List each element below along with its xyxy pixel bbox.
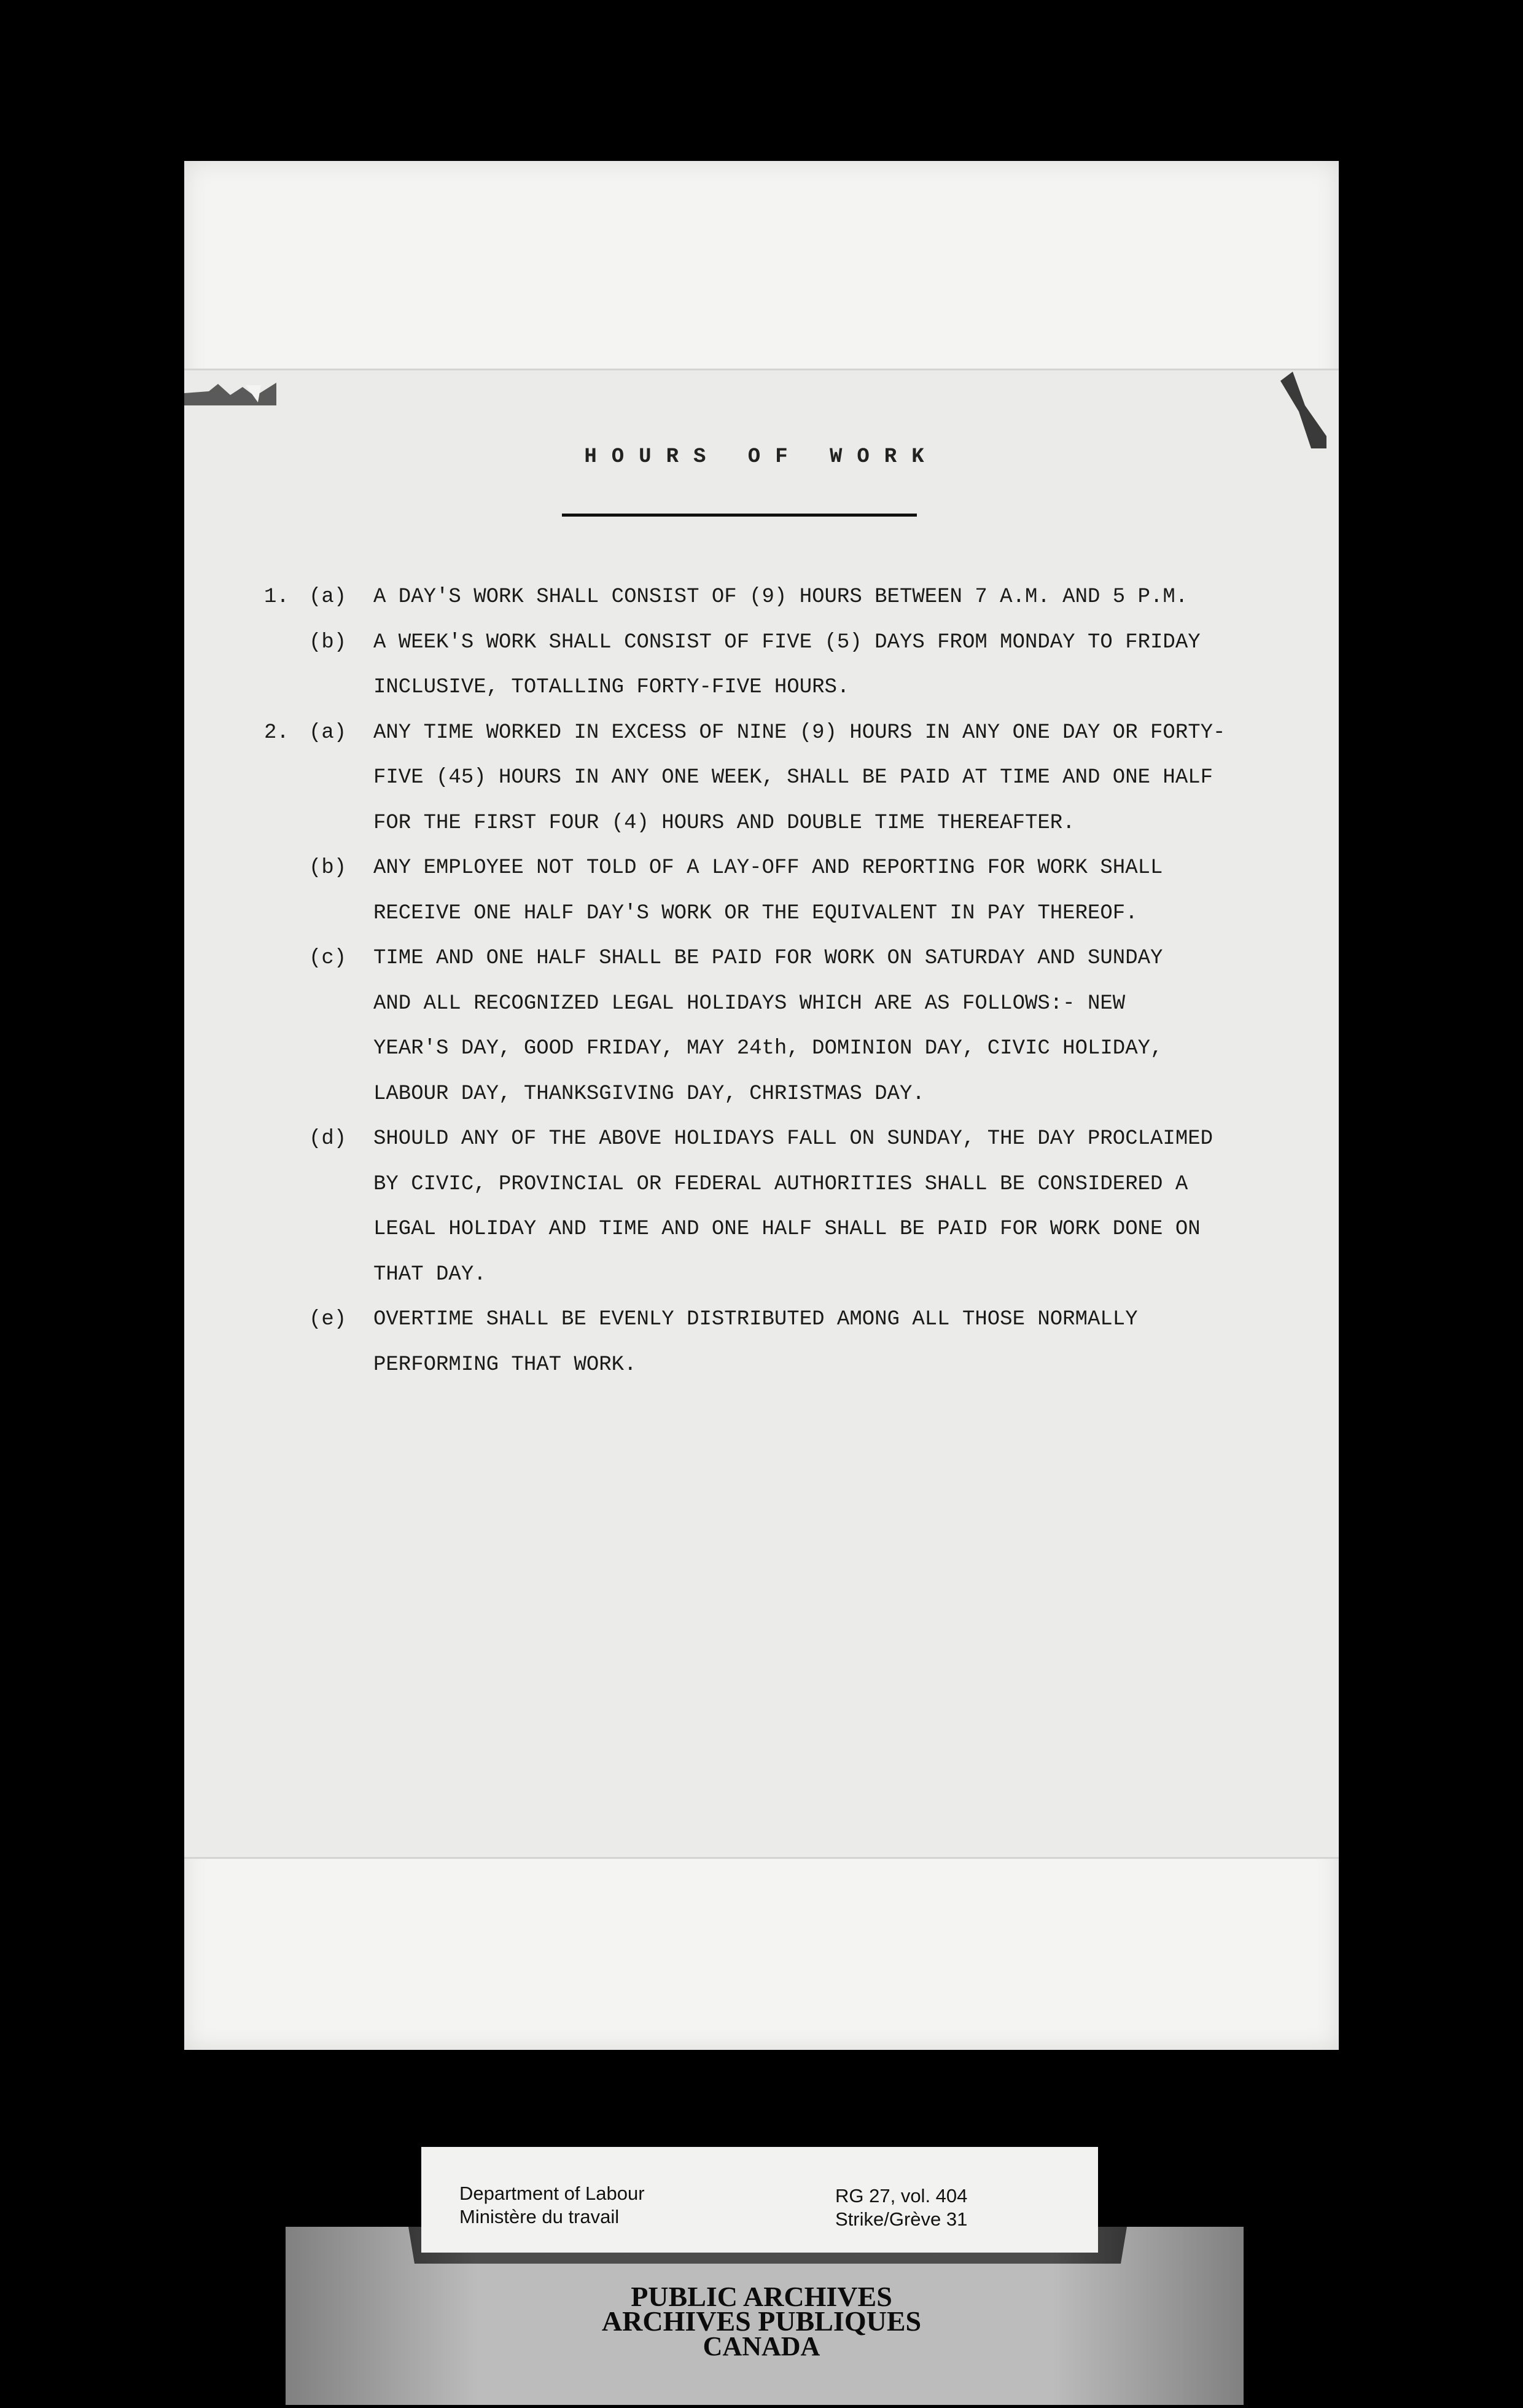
clause-label: (b) xyxy=(309,856,347,880)
clause-text-line: FOR THE FIRST FOUR (4) HOURS AND DOUBLE TIME THEREAFTER. xyxy=(373,811,1075,835)
clause-text-line: LEGAL HOLIDAY AND TIME AND ONE HALF SHALL BE PAID FOR WORK DONE ON xyxy=(373,1218,1201,1241)
clause-text-line: OVERTIME SHALL BE EVENLY DISTRIBUTED AMONG ALL THOSE NORMALLY xyxy=(373,1308,1138,1331)
page-title: HOURS OF WORK xyxy=(584,445,939,469)
clause-text-line: THAT DAY. xyxy=(373,1262,486,1286)
department-fr: Ministère du travail xyxy=(459,2206,620,2227)
department-en: Department of Labour xyxy=(459,2183,645,2204)
archives-stamp-line-1: PUBLIC ARCHIVES xyxy=(631,2281,892,2312)
clause-number: 2. xyxy=(264,721,289,745)
archives-stamp-line-2: ARCHIVES PUBLIQUES xyxy=(601,2305,922,2337)
clause-text-line: INCLUSIVE, TOTALLING FORTY-FIVE HOURS. xyxy=(373,676,850,699)
clause-text-line: BY CIVIC, PROVINCIAL OR FEDERAL AUTHORITIES SHALL BE CONSIDERED A xyxy=(373,1172,1188,1196)
clause-text-line: FIVE (45) HOURS IN ANY ONE WEEK, SHALL BE PAID AT TIME AND ONE HALF xyxy=(373,766,1213,789)
clause-label: (c) xyxy=(309,947,347,970)
clause-text-line: LABOUR DAY, THANKSGIVING DAY, CHRISTMAS DAY. xyxy=(373,1082,925,1106)
clause-text-line: ANY EMPLOYEE NOT TOLD OF A LAY-OFF AND REPORTING FOR WORK SHALL xyxy=(373,856,1163,880)
archives-stamp-line-3: CANADA xyxy=(703,2331,820,2361)
clause-label: (a) xyxy=(309,585,347,609)
torn-edge-left xyxy=(184,378,276,405)
clause-text-line: RECEIVE ONE HALF DAY'S WORK OR THE EQUIVALENT IN PAY THEREOF. xyxy=(373,901,1138,925)
strike-file-number: Strike/Grève 31 xyxy=(835,2208,968,2230)
clause-text-line: TIME AND ONE HALF SHALL BE PAID FOR WORK ON SATURDAY AND SUNDAY xyxy=(373,947,1163,970)
clause-text-line: SHOULD ANY OF THE ABOVE HOLIDAYS FALL ON SUNDAY, THE DAY PROCLAIMED xyxy=(373,1127,1213,1151)
clause-number: 1. xyxy=(264,585,289,609)
clause-text-line: YEAR'S DAY, GOOD FRIDAY, MAY 24th, DOMINION DAY, CIVIC HOLIDAY, xyxy=(373,1037,1163,1060)
clause-text-line: PERFORMING THAT WORK. xyxy=(373,1353,637,1377)
clause-label: (d) xyxy=(309,1127,347,1151)
clause-label: (e) xyxy=(309,1308,347,1331)
archive-label xyxy=(421,2147,1098,2253)
clause-text-line: A WEEK'S WORK SHALL CONSIST OF FIVE (5) DAYS FROM MONDAY TO FRIDAY xyxy=(373,630,1201,654)
title-underline xyxy=(562,514,917,517)
clause-label: (b) xyxy=(309,630,347,654)
clause-text-line: AND ALL RECOGNIZED LEGAL HOLIDAYS WHICH ARE AS FOLLOWS:- NEW xyxy=(373,991,1126,1015)
record-group-reference: RG 27, vol. 404 xyxy=(835,2185,968,2207)
clause-text-line: A DAY'S WORK SHALL CONSIST OF (9) HOURS BETWEEN 7 A.M. AND 5 P.M. xyxy=(373,585,1188,609)
clause-label: (a) xyxy=(309,721,347,745)
clause-text-line: ANY TIME WORKED IN EXCESS OF NINE (9) HOURS IN ANY ONE DAY OR FORTY- xyxy=(373,721,1226,745)
torn-edge-right xyxy=(1274,369,1330,448)
